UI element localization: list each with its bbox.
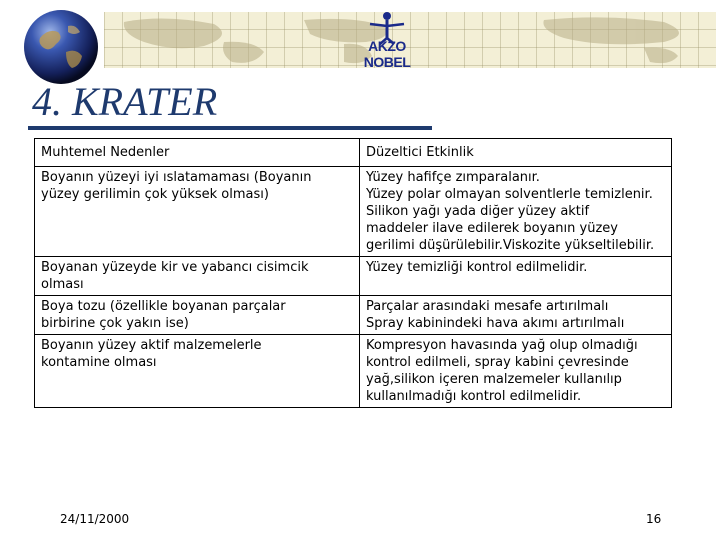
remedy-cell — [360, 335, 672, 408]
table-row — [35, 257, 672, 296]
header-causes: Muhtemel Nedenler — [35, 139, 360, 167]
remedy-text: kullanılmadığı kontrol edilmelidir. — [366, 389, 582, 404]
remedy-text: maddeler ilave edilerek boyanın yüzey — [366, 221, 618, 236]
globe-icon — [22, 8, 100, 86]
remedy-text: Yüzey hafifçe zımparalanır. — [366, 170, 540, 185]
remedy-text: yağ,silikon içeren malzemeler kullanılıp — [366, 372, 622, 387]
remedy-text: Yüzey temizliği kontrol edilmelidir. — [366, 260, 588, 275]
cause-text: Boyanın yüzeyi iyi ıslatamaması (Boyanın — [41, 170, 312, 185]
cause-cell — [35, 167, 360, 257]
table-row — [35, 167, 672, 257]
cause-text: Boya tozu (özellikle boyanan parçalar — [41, 299, 286, 314]
cause-cell — [35, 296, 360, 335]
remedy-text: gerilimi düşürülebilir.Viskozite yükseltilebilir. — [366, 238, 655, 253]
remedy-text: Parçalar arasındaki mesafe artırılmalı — [366, 299, 609, 314]
cause-text: Boyanın yüzey aktif malzemelerle — [41, 338, 262, 353]
table-row — [35, 335, 672, 408]
table-row — [35, 296, 672, 335]
cause-text: olması — [41, 277, 84, 292]
slide-title: 4. KRATER — [32, 79, 218, 124]
page-number: 16 — [646, 512, 662, 526]
cause-text: birbirine çok yakın ise) — [41, 316, 189, 331]
title-underline — [28, 126, 432, 130]
cause-text: Boyanan yüzeyde kir ve yabancı cisimcik — [41, 260, 309, 275]
remedy-text: kontrol edilmeli, spray kabini çevresinde — [366, 355, 629, 370]
causes-remedies-table — [34, 138, 672, 408]
remedy-cell — [360, 296, 672, 335]
cause-cell — [35, 257, 360, 296]
remedy-text: Kompresyon havasında yağ olup olmadığı — [366, 338, 638, 353]
cause-text: kontamine olması — [41, 355, 157, 370]
cause-cell — [35, 335, 360, 408]
remedy-text: Silikon yağı yada diğer yüzey aktif — [366, 204, 590, 219]
remedy-cell — [360, 167, 672, 257]
header-remedies: Düzeltici Etkinlik — [360, 139, 672, 167]
remedy-text: Spray kabinindeki hava akımı artırılmalı — [366, 316, 625, 331]
table-header-row — [35, 139, 672, 167]
slide-date: 24/11/2000 — [60, 512, 130, 526]
akzo-nobel-wordmark: AKZO NOBEL — [363, 38, 411, 70]
cause-text: yüzey gerilimin çok yüksek olması) — [41, 187, 269, 202]
remedy-cell — [360, 257, 672, 296]
remedy-text: Yüzey polar olmayan solventlerle temizlenir. — [366, 187, 653, 202]
